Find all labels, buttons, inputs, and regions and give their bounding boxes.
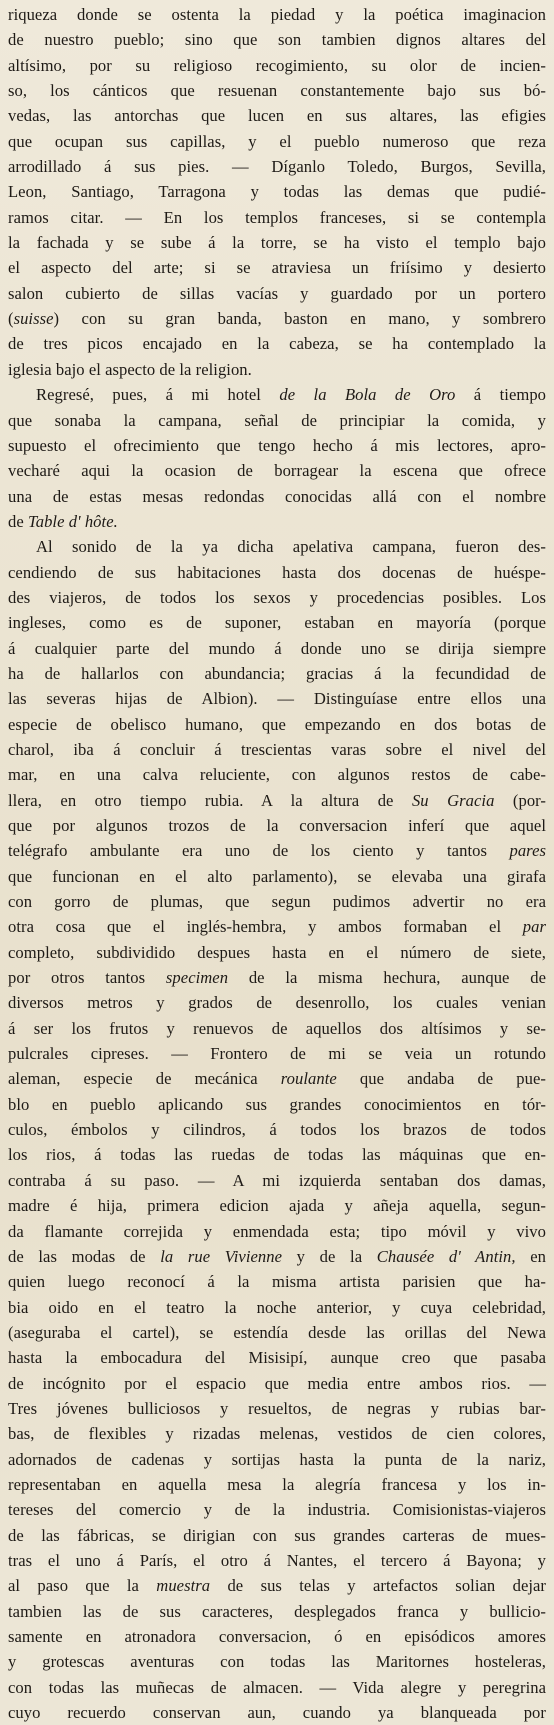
line-text: (por- [494, 790, 546, 810]
text-line [8, 1168, 546, 1193]
text-line [8, 762, 546, 787]
line-text: riqueza donde se ostenta la piedad y la poética imaginacion [8, 5, 546, 24]
text-line [8, 230, 546, 255]
line-text: especie de obelisco humano, que empezando en dos botas de [8, 714, 546, 734]
line-text: al paso que la [8, 1576, 157, 1596]
line-text: tras el uno á París, el otro á Nantes, el tercero á Bayona; y [8, 1550, 546, 1570]
text-line [8, 458, 546, 483]
italic-text: specimen [165, 968, 229, 988]
text-line [8, 788, 546, 813]
line-text: otra cosa que el inglés-hembra, y ambos formaban el [8, 917, 523, 937]
line-text: altísimo, por su religioso recogimiento, su olor de incien- [8, 55, 546, 75]
paragraph [8, 534, 546, 1725]
line-text: madre é hija, primera edicion ajada y añeja aquella, segun- [8, 1196, 546, 1216]
text-line [8, 914, 546, 939]
text-line [8, 1244, 546, 1269]
text-line [8, 1396, 546, 1421]
text-line [8, 1092, 546, 1117]
italic-text: Chausée d' Antin, [376, 1246, 516, 1266]
line-text: cuyo recuerdo conservan aun, cuando ya blanqueada por [8, 1703, 546, 1723]
line-text: adornados de cadenas y sortijas hasta la punta de la nariz, [8, 1449, 546, 1469]
line-text: bia oido en el teatro la noche anterior, y cuya celebridad, [8, 1297, 546, 1317]
line-text: de incógnito por el espacio que media entre ambos rios. — [8, 1373, 546, 1393]
line-text: que por algunos trozos de la conversacion inferí que aquel [8, 816, 546, 835]
italic-text: par [522, 917, 546, 937]
line-text: des viajeros, de todos los sexos y procedencias posibles. Los [8, 587, 546, 607]
line-text: de sus telas y artefactos solian dejar [210, 1576, 547, 1596]
text-line [8, 433, 546, 458]
text-line [8, 1016, 546, 1041]
text-line [8, 281, 546, 306]
text-line [8, 1142, 546, 1167]
line-text: representaban en aquella mesa la alegría francesa y los in- [8, 1474, 546, 1494]
line-text: de las fábricas, se dirigian con sus grandes carteras de mues- [8, 1525, 546, 1545]
text-line [8, 484, 546, 509]
text-line [8, 129, 546, 154]
italic-text: Su Gracia [411, 790, 495, 810]
text-line [8, 1700, 546, 1725]
line-text: mar, en una calva reluciente, con algunos restos de cabe- [8, 765, 546, 785]
text-line [8, 1117, 546, 1142]
text-line [8, 1447, 546, 1472]
line-text: por otros tantos [8, 968, 166, 988]
italic-text: pares [509, 841, 546, 861]
text-line [8, 306, 546, 331]
text-line [8, 1599, 546, 1624]
line-text: de las modas de [8, 1246, 161, 1266]
text-line [8, 1421, 546, 1446]
text-line [8, 560, 546, 585]
line-text: de nuestro pueblo; sino que son tambien dignos altares del [8, 30, 546, 50]
text-line [8, 331, 546, 356]
text-line [8, 1219, 546, 1244]
text-line [8, 737, 546, 762]
line-text: tereses del comercio y de la industria. Comisionistas-viajeros [8, 1500, 546, 1520]
text-line [8, 838, 546, 863]
text-line [8, 661, 546, 686]
line-text: y de la [282, 1246, 377, 1266]
line-text: con gorro de plumas, que segun pudimos advertir no era [8, 892, 546, 912]
line-text: que funcionan en el alto parlamento), se elevaba una girafa [8, 866, 546, 886]
text-line [8, 1523, 546, 1548]
line-text: que ocupan sus capillas, y el pueblo numeroso que reza [8, 131, 546, 151]
text-line [8, 1371, 546, 1396]
line-text: samente en atronadora conversacion, ó en episódicos amores [8, 1627, 546, 1646]
line-text: que andaba de pue- [336, 1069, 546, 1089]
text-line [8, 1345, 546, 1370]
italic-text: roulante [280, 1069, 337, 1089]
line-text: arrodillado á sus pies. — Díganlo Toledo, Burgos, Sevilla, [8, 157, 546, 177]
line-text: supuesto el ofrecimiento que tengo hecho á mis lectores, apro- [8, 435, 546, 455]
line-text: salon cubierto de sillas vacías y guardado por un portero [8, 283, 546, 303]
line-text: ha de hallarlos con abundancia; gracias á la fecundidad de [8, 663, 546, 683]
text-line [8, 103, 546, 128]
text-line [8, 1649, 546, 1674]
text-line [8, 154, 546, 179]
line-text: quien luego reconocí á la misma artista parisien que ha- [8, 1272, 546, 1292]
text-line [8, 1573, 546, 1598]
line-text: da flamante correjida y enmendada esta; tipo móvil y vivo [8, 1221, 546, 1241]
text-line [8, 712, 546, 737]
text-line [8, 1269, 546, 1294]
text-line [8, 382, 546, 407]
line-text: vecharé aqui la ocasion de borragear la escena que ofrece [8, 461, 546, 481]
line-text: la fachada y se sube á la torre, se ha visto el templo bajo [8, 233, 546, 253]
text-line [8, 889, 546, 914]
line-text: á ser los frutos y renuevos de aquellos dos altísimos y se- [8, 1018, 546, 1038]
text-line [8, 1041, 546, 1066]
line-text: Leon, Santiago, Tarragona y todas las demas que pudié- [8, 182, 546, 202]
line-text: telégrafo ambulante era uno de los ciento y tantos [8, 841, 510, 861]
text-line [8, 179, 546, 204]
line-text: una de estas mesas redondas conocidas allá con el nombre [8, 486, 546, 506]
text-line [8, 1497, 546, 1522]
line-text: iglesia bajo el aspecto de la religion. [8, 359, 252, 379]
italic-text: Table d' hôte. [27, 511, 118, 531]
text-line [8, 534, 546, 559]
line-text: charol, iba á concluir á trescientas varas sobre el nivel del [8, 739, 546, 759]
text-line [8, 940, 546, 965]
paragraph [8, 382, 546, 534]
text-line [8, 1624, 546, 1649]
italic-text: muestra [156, 1576, 211, 1596]
text-line [8, 585, 546, 610]
text-line [8, 1066, 546, 1091]
text-line [8, 610, 546, 635]
line-text: completo, subdividido despues hasta en el número de siete, [8, 942, 546, 962]
line-text: las severas hijas de Albion). — Distinguíase entre ellos una [8, 689, 546, 709]
line-text: ( [8, 309, 14, 329]
line-text: pulcrales cipreses. — Frontero de mi se veia un rotundo [8, 1044, 546, 1064]
line-text: blo en pueblo aplicando sus grandes conocimientos en tór- [8, 1094, 546, 1114]
body-text-column [8, 2, 546, 1725]
line-text: culos, émbolos y cilindros, á todos los brazos de todos [8, 1120, 546, 1140]
line-text: aleman, especie de mecánica [8, 1069, 281, 1089]
text-line [8, 408, 546, 433]
italic-text: la rue Vivienne [160, 1246, 283, 1266]
line-text: los rios, á todas las ruedas de todas las máquinas que en- [8, 1145, 546, 1165]
text-line [8, 53, 546, 78]
line-text: que sonaba la campana, señal de principiar la comida, y [8, 410, 546, 430]
line-text: llera, en otro tiempo rubia. A la altura de [8, 790, 412, 810]
text-line [8, 205, 546, 230]
text-line [8, 686, 546, 711]
text-line [8, 255, 546, 280]
line-text: cendiendo de sus habitaciones hasta dos docenas de huéspe- [8, 562, 546, 582]
line-text: en [515, 1246, 546, 1266]
line-text: y grotescas aventuras con todas las Maritornes hosteleras, [8, 1652, 546, 1672]
line-text: hasta la embocadura del Misisipí, aunque creo que pasaba [8, 1348, 546, 1368]
line-text: vedas, las antorchas que lucen en sus altares, las efigies [8, 106, 546, 126]
line-text: de [8, 511, 28, 531]
line-text: con todas las muñecas de almacen. — Vida alegre y peregrina [8, 1677, 546, 1697]
text-line [8, 27, 546, 52]
line-text: so, los cánticos que resuenan constantemente bajo sus bó- [8, 81, 546, 101]
line-text: á cualquier parte del mundo á donde uno se dirija siempre [8, 638, 546, 658]
line-text: bas, de flexibles y rizadas melenas, vestidos de cien colores, [8, 1424, 546, 1444]
text-line [8, 1320, 546, 1345]
text-line [8, 509, 546, 534]
line-text: ) con su gran banda, baston en mano, y sombrero [53, 309, 546, 329]
text-line [8, 965, 546, 990]
line-text: el aspecto del arte; si se atraviesa un friísimo y desierto [8, 258, 546, 278]
text-line [8, 1548, 546, 1573]
line-text: tambien las de sus caracteres, desplegados franca y bullicio- [8, 1601, 546, 1621]
line-text: de tres picos encajado en la cabeza, se ha contemplado la [8, 334, 546, 354]
line-text: á tiempo [455, 385, 547, 405]
line-text: contraba á su paso. — A mi izquierda sentaban dos damas, [8, 1170, 546, 1190]
line-text: ramos citar. — En los templos franceses, si se contempla [8, 207, 546, 227]
line-text: Regresé, pues, á mi hotel [36, 385, 280, 405]
text-line [8, 636, 546, 661]
line-text: (aseguraba el cartel), se estendía desde las orillas del Newa [8, 1322, 546, 1342]
line-text: de la misma hechura, aunque de [228, 968, 546, 988]
text-line [8, 864, 546, 889]
italic-text: suisse [13, 309, 54, 329]
text-line [8, 2, 546, 27]
text-line [8, 990, 546, 1015]
italic-text: de la Bola de Oro [279, 385, 456, 405]
text-line [8, 1675, 546, 1700]
text-line [8, 357, 546, 382]
line-text: Tres jóvenes bulliciosos y resueltos, de negras y rubias bar- [8, 1398, 546, 1418]
text-line [8, 1472, 546, 1497]
text-line [8, 78, 546, 103]
line-text: ingleses, como es de suponer, estaban en mayoría (porque [8, 613, 546, 633]
paragraph [8, 2, 546, 382]
line-text: diversos metros y grados de desenrollo, los cuales venian [8, 993, 546, 1013]
text-line [8, 1193, 546, 1218]
line-text: Al sonido de la ya dicha apelativa campana, fueron des- [36, 537, 546, 557]
text-line [8, 813, 546, 838]
text-line [8, 1295, 546, 1320]
